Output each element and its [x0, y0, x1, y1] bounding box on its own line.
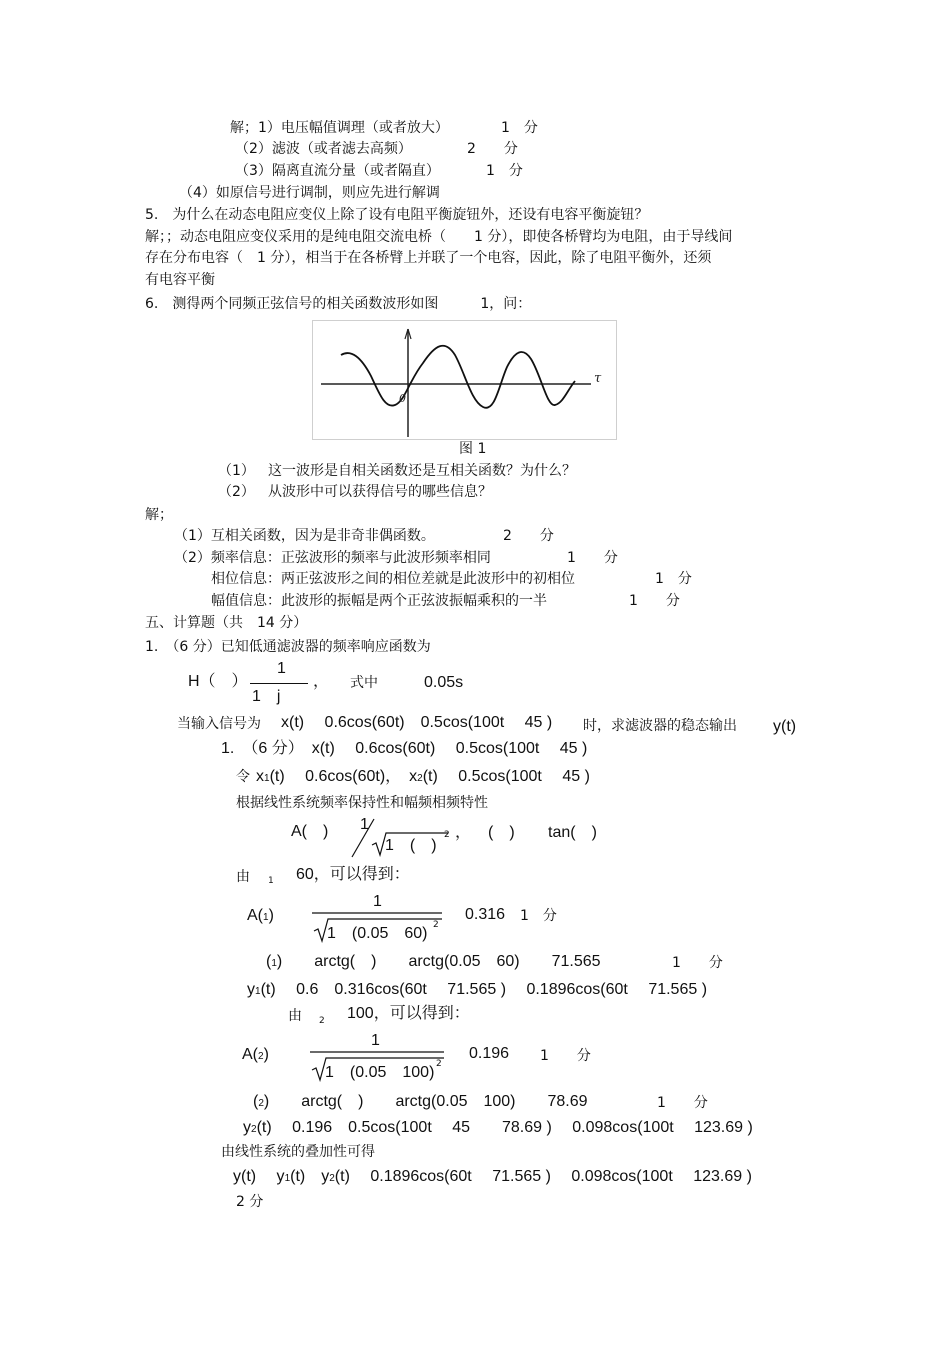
A2-value: 0.196 — [469, 1045, 510, 1062]
section-title: 五、计算题（共 14 分） — [145, 615, 308, 631]
x1-definition: x1(t) 0.6cos(60t)， x2(t) 0.5cos(100t 45 ) — [256, 768, 590, 785]
score: 2 分 — [236, 1194, 264, 1210]
answer-line-4: （4）如原信号进行调制，则应先进行解调 — [179, 185, 440, 201]
q5-answer-line-1: 解；；动态电阻应变仪采用的是纯电阻交流电桥（ 1 分），即使各桥臂均为电阻，由于导线间 — [145, 229, 733, 245]
question-6: 6. 测得两个同频正弦信号的相关函数波形如图 1，问： — [145, 296, 532, 312]
omega-sub: 1 — [268, 876, 274, 886]
score: 1 分 — [486, 163, 523, 179]
answer-line-1: 解；1）电压幅值调理（或者放大） — [230, 120, 449, 136]
q5-answer-line-3: 有电容平衡 — [145, 272, 215, 288]
sub-question-1: 这一波形是自相关函数还是互相关函数？为什么？ — [268, 463, 576, 479]
score: 1 分 — [672, 955, 723, 971]
q6-answer-3: 相位信息：两正弦波形之间的相位差就是此波形中的初相位 — [211, 571, 575, 587]
ling-label: 令 — [236, 769, 250, 785]
q5-answer-line-2: 存在分布电容（ 1 分），相当于在各桥臂上并联了一个电容，因此，除了电阻平衡外，还须 — [145, 250, 712, 266]
input-signal: x(t) 0.6cos(60t) 0.5cos(100t 45 ) — [281, 714, 553, 731]
y1-expression: y1(t) 0.6 0.316cos(60t 71.565 ) 0.1896cos(60t 71.565 ) — [247, 981, 708, 998]
answer-head: 解； — [145, 507, 173, 523]
score: 2 分 — [503, 528, 554, 544]
a-lhs: A( ) — [291, 823, 329, 840]
score: 1 分 — [540, 1048, 591, 1064]
input-tail: 时，求滤波器的稳态输出 — [583, 718, 737, 734]
you-label: 由 — [288, 1008, 302, 1024]
score: 1 分 — [501, 120, 538, 136]
score: 1 分 — [655, 571, 692, 587]
question-5: 5. 为什么在动态电阻应变仪上除了设有电阻平衡旋钮外，还设有电容平衡旋钮？ — [145, 207, 649, 223]
omega2-value: 100，可以得到： — [347, 1005, 470, 1022]
superposition-text: 由线性系统的叠加性可得 — [221, 1144, 375, 1160]
A1-lhs: A(1) — [247, 907, 274, 924]
fraction-bar — [250, 683, 308, 684]
score: 1 分 — [629, 593, 680, 609]
A2-denominator: 1 (0.05 100) — [325, 1064, 435, 1081]
phi2-expression: (2) arctg( ) arctg(0.05 100) 78.69 — [253, 1093, 588, 1110]
square-exponent: 2 — [444, 830, 450, 840]
q6-answer-2: （2）频率信息：正弦波形的频率与此波形频率相同 — [174, 550, 491, 566]
omega1-value: 60，可以得到： — [296, 866, 410, 883]
calc-question-1: 1. （6 分）已知低通滤波器的频率响应函数为 — [145, 639, 431, 655]
A2-lhs: A(2) — [242, 1046, 269, 1063]
phi-lhs: ( ) — [488, 824, 515, 841]
A1-numerator: 1 — [373, 893, 382, 910]
sub-question-2: 从波形中可以获得信号的哪些信息？ — [268, 484, 492, 500]
answer-line-2: （2）滤波（或者滤去高频） — [235, 141, 412, 157]
final-result: y(t) y1(t) y2(t) 0.1896cos(60t 71.565 ) 0.098cos(100t 123.69 ) — [233, 1168, 752, 1185]
tau-label: τ — [594, 371, 602, 386]
comma: ， — [455, 824, 472, 841]
phi1-expression: (1) arctg( ) arctg(0.05 60) 71.565 — [266, 953, 601, 970]
h-denominator: 1 j — [252, 688, 281, 705]
figure-caption: 图 1 — [459, 441, 487, 457]
score: 2 分 — [467, 141, 518, 157]
A1-value: 0.316 — [465, 906, 506, 923]
A2-numerator: 1 — [371, 1032, 380, 1049]
square-exponent: 2 — [436, 1059, 442, 1069]
waveform-svg — [313, 321, 616, 439]
square-exponent: 2 — [433, 920, 439, 930]
score: 1 分 — [567, 550, 618, 566]
solution-line-1: 1. （6 分） x(t) 0.6cos(60t) 0.5cos(100t 45 ) — [221, 740, 588, 757]
origin-label: 0 — [399, 392, 406, 405]
where-label: 式中 — [350, 675, 378, 691]
solution-line-3: 根据线性系统频率保持性和幅频相频特性 — [236, 795, 488, 811]
y2-expression: y2(t) 0.196 0.5cos(100t 45 78.69 ) 0.098cos(100t 123.69 ) — [243, 1119, 753, 1136]
output-symbol: y(t) — [773, 718, 797, 735]
you-label: 由 — [236, 869, 250, 885]
q6-answer-1: （1）互相关函数，因为是非奇非偶函数。 — [174, 528, 435, 544]
score: 1 分 — [657, 1095, 708, 1111]
h-numerator: 1 — [277, 660, 286, 677]
sub-question-number: （2） — [218, 484, 255, 500]
sub-question-number: （1） — [218, 463, 255, 479]
input-label: 当输入信号为 — [177, 716, 261, 732]
a-numerator: 1 — [360, 816, 369, 833]
tau-value: 0.05s — [424, 674, 464, 691]
phi-rhs: tan( ) — [548, 824, 597, 841]
q6-answer-4: 幅值信息：此波形的振幅是两个正弦波振幅乘积的一半 — [211, 593, 547, 609]
figure-correlation-waveform — [312, 320, 617, 440]
comma: ， — [313, 673, 330, 690]
correlation-curve — [341, 346, 575, 408]
h-lhs: H（ ） — [188, 673, 248, 690]
a-denominator: 1 ( ) — [385, 837, 437, 854]
omega-sub: 2 — [319, 1016, 325, 1026]
A1-denominator: 1 (0.05 60) — [327, 925, 428, 942]
score: 1 分 — [520, 908, 557, 924]
answer-line-3: （3）隔离直流分量（或者隔直） — [235, 163, 440, 179]
